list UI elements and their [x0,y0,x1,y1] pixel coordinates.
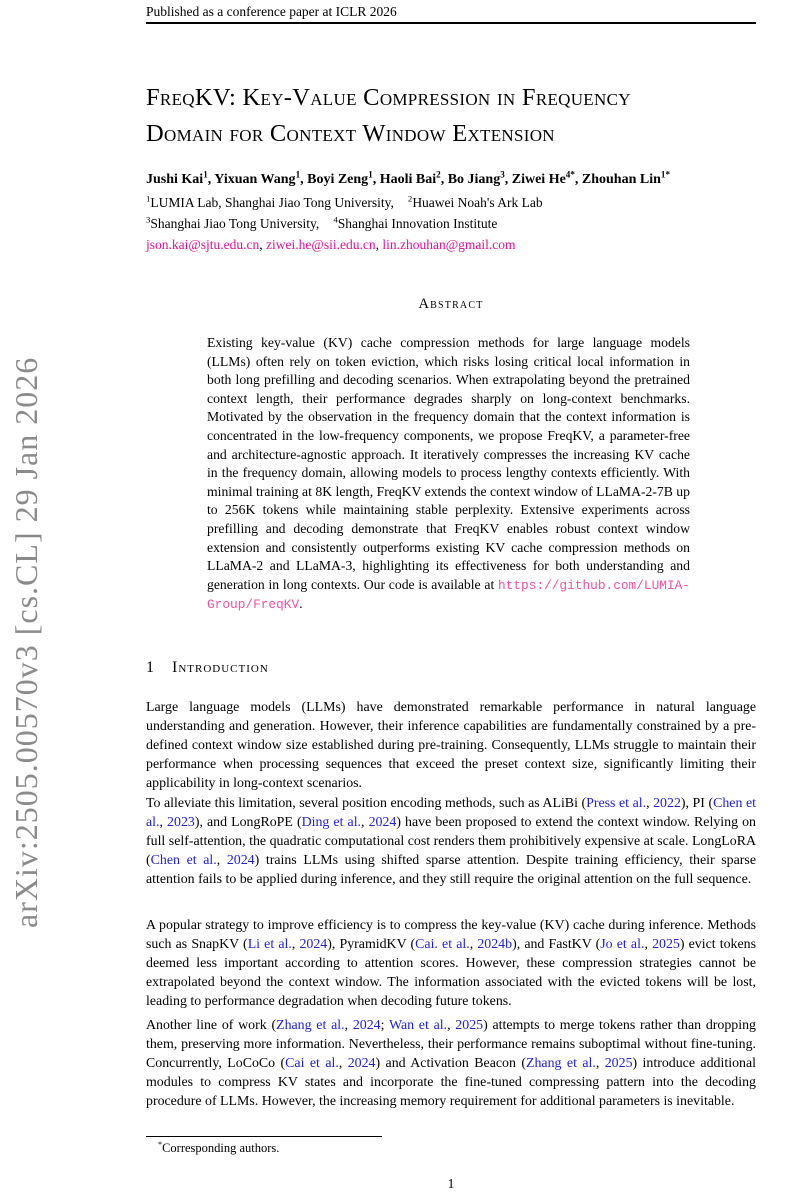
text-run: ), PI ( [680,796,714,811]
author-superscript: 1 [295,169,301,180]
section-heading-introduction [146,659,756,677]
affiliation-superscript: 3 [146,214,151,225]
text-run: , [291,937,300,952]
author-superscript: 4* [565,169,575,180]
affiliation-text: LUMIA Lab, Shanghai Jiao Tong University, [150,195,394,210]
footnote-text: Corresponding authors. [162,1141,280,1155]
text-run: , [216,853,227,868]
author-name: Zhouhan Lin [581,172,661,187]
affiliation-superscript: 2 [407,193,413,204]
citation-link[interactable]: Zhang et al. [276,1018,345,1033]
email-link[interactable]: json.kai@sjtu.edu.cn [146,237,260,252]
affiliation-superscript: 4 [333,214,338,225]
text-run: ), PyramidKV ( [327,937,416,952]
text-run: , [447,1018,456,1033]
intro-paragraph-1 [146,698,756,793]
email-link[interactable]: ziwei.he@sii.edu.cn [266,237,376,252]
citation-link[interactable]: 2025 [455,1018,484,1033]
author-superscript: 1* [660,169,670,180]
text-run: , [646,796,654,811]
footnote-corresponding-authors [146,1141,546,1156]
intro-paragraph-3 [146,916,756,1011]
author-name: Jushi Kai [146,172,204,187]
paper-title-line-1: FreqKV: Key-Value Compression in Frequency [146,84,631,111]
citation-link[interactable]: 2024b [477,937,513,952]
text-run: , [159,815,168,830]
citation-link[interactable]: Li et al. [247,937,292,952]
text-run: ), and FastKV ( [512,937,601,952]
citation-link[interactable]: 2024 [368,815,397,830]
author-name: Bo Jiang [447,172,501,187]
affiliation-line-2 [146,216,766,232]
citation-link[interactable]: Chen et al. [150,853,217,868]
text-run: ) evict tokens deemed less important according to attention scores. However, these compression strategies cannot be extrapolated beyond the context window. The information associated with the evicted tokens will be lost, leading to performance degradation when decoding future tokens. [146,937,757,1009]
citation-link[interactable]: Zhang et al. [526,1056,596,1071]
citation-link[interactable]: Cai. et al. [415,937,470,952]
text-run: , [469,937,478,952]
text-run: , [595,1056,605,1071]
author-name: Boyi Zeng [307,172,369,187]
abstract-heading: Abstract [418,296,484,312]
url-link[interactable]: https://github.com/LUMIA-Group/FreqKV [207,577,690,613]
text-run: ; [380,1018,389,1033]
authors-line: Jushi Kai$^1$, Yixuan Wang$^1$, Boyi Zeng$^1$, Haoli Bai$^2$, Bo Jiang$^3$, Ziwei $He^{4*}$, Zhouhan Lin$^{1*}$ [146,169,670,187]
citation-link[interactable]: 2024 [226,853,255,868]
author-name: Haoli Bai [379,172,437,187]
header-rule [146,22,756,24]
emails-line: json.kai@sjtu.edu.cn, ziwei.he@sii.edu.cn, lin.zhouhan@gmail.com [146,237,516,252]
citation-link[interactable]: 2024 [299,937,328,952]
text-run: ) have been proposed to extend the context window. Relying on full self-attention, the quadratic computational cost renders them prohibitively expensive at scale. LongLoRA ( [146,815,756,868]
abstract-text [207,334,690,615]
section-title: Introduction [172,659,269,676]
author-name: Ziwei He [511,172,566,187]
text-run: Large language models (LLMs) have demonstrated remarkable performance in natural language understanding and generation. However, their inference capabilities are fundamentally constrained by a pre-defined context window size established during pre-training. Consequently, LLMs struggle to maintain their performance when processing sequences that exceed the preset context size, significantly limiting their applicability in long-context scenarios. [146,700,756,791]
affiliation-line-1 [146,195,766,211]
author-superscript: 3 [500,169,505,180]
citation-link[interactable]: 2024 [352,1018,381,1033]
text-run: , [344,1018,353,1033]
text-run: To alleviate this limitation, several position encoding methods, such as ALiBi ( [146,796,587,811]
text-run: ) trains LLMs using shifted sparse attention. Despite training efficiency, their sparse attention fails to be applied during inference, and they still require the original attention on the full sequence. [146,853,756,887]
text-run: . [299,596,303,612]
affiliation-text: Shanghai Jiao Tong University, [150,216,320,231]
arxiv-banner-link[interactable]: arXiv:2505.00570v3 [cs.CL] 29 Jan 2026 [8,356,44,928]
text-run: Existing key-value (KV) cache compression methods for large language models (LLMs) often rely on token eviction, which risks losing critical local information in both long prefilling and decoding scenarios. When extrapolating beyond the pretrained context length, their performance degrades sharply on long-context benchmarks. Motivated by the observation in the frequency domain that the context information is concentrated in the low-frequency components, we propose FreqKV, a parameter-free and architecture-agnostic approach. It iteratively compresses the increasing KV cache in the frequency domain, allowing models to process lengthy contexts efficiently. With minimal training at 8K length, FreqKV extends the context window of LLaMA-2-7B up to 256K tokens while maintaining stable perplexity. Extensive experiments across prefilling and decoding demonstrate that FreqKV enables robust context window extension and consistently outperforms existing KV cache compression methods on LLaMA-2 and LLaMA-3, highlighting its effectiveness for both understanding and generation in long contexts. Our code is available at [207,335,690,592]
citation-link[interactable]: Jo et al. [600,937,645,952]
footnote-rule [146,1136,382,1137]
author-superscript: 2 [436,169,441,180]
affiliation-superscript: 1 [146,193,151,204]
citation-link[interactable]: 2024 [347,1056,376,1071]
author-name: Yixuan Wang [214,172,296,187]
affiliation-text: Huawei Noah's Ark Lab [412,195,543,210]
paper-title-line-2: Domain for Context Window Extension [146,120,555,147]
email-link[interactable]: lin.zhouhan@gmail.com [382,237,516,252]
citation-link[interactable]: Wan et al. [388,1018,448,1033]
text-run: Another line of work ( [146,1018,277,1033]
citation-link[interactable]: 2023 [167,815,195,830]
text-run: ) introduce additional modules to compress KV states and incorporate the fine-tuned compressing pattern into the decoding procedure of LLMs. However, the increasing memory requirement for additional parameters is inevitable. [146,1056,756,1109]
text-run: , [338,1056,348,1071]
citation-link[interactable]: 2025 [652,937,680,952]
text-run: ), and LongRoPE ( [194,815,302,830]
text-run: ) and Activation Beacon ( [375,1056,526,1071]
text-run: , [644,937,653,952]
author-superscript: 1 [368,169,373,180]
paper-title [146,80,776,152]
author-superscript: 1 [203,169,208,180]
page-number: 1 [447,1176,455,1191]
affiliation-text: Shanghai Innovation Institute [337,216,498,231]
citation-link[interactable]: Cai et al. [285,1056,339,1071]
footnote-marker: * [158,1139,163,1149]
citation-link[interactable]: 2025 [604,1056,633,1071]
intro-paragraph-4 [146,1016,756,1111]
citation-link[interactable]: Press et al. [586,796,647,811]
citation-link[interactable]: Chen et al. [146,796,756,830]
citation-link[interactable]: Ding et al. [301,815,362,830]
intro-paragraph-2 [146,794,756,889]
text-run: ) attempts to merge tokens rather than dropping them, preserving more information. Nevertheless, their performance remains suboptimal without fine-tuning. Concurrently, LoCoCo ( [146,1018,756,1071]
text-run: , [361,815,369,830]
section-number: 1 [146,659,154,676]
conference-header: Published as a conference paper at ICLR 2026 [146,4,397,19]
text-run: A popular strategy to improve efficiency is to compress the key-value (KV) cache during inference. Methods such as SnapKV ( [146,918,756,952]
citation-link[interactable]: 2022 [653,796,681,811]
